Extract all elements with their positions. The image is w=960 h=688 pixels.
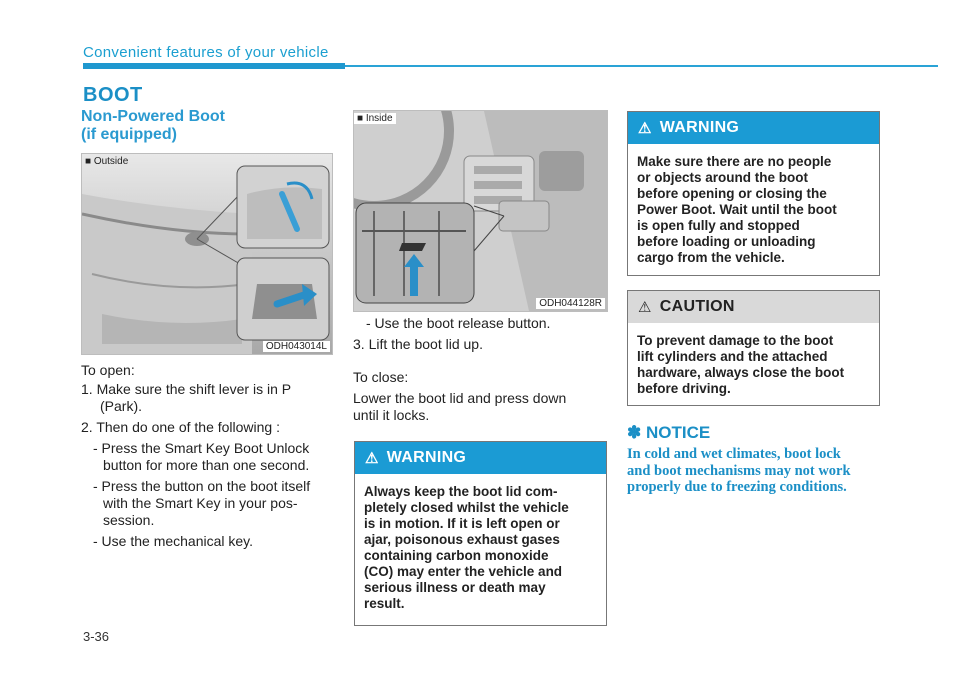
section-header: Convenient features of your vehicle <box>83 44 329 61</box>
page-number: 3-36 <box>83 629 110 644</box>
subtitle <box>81 108 225 144</box>
caution-line: before driving. <box>637 381 731 396</box>
warning-line: result. <box>364 596 405 611</box>
warning-triangle-icon: ⚠ <box>365 450 379 467</box>
notice-line: and boot mechanisms may not work <box>627 462 851 479</box>
step-1-cont: (Park). <box>100 398 142 414</box>
warning-body <box>628 144 879 266</box>
option-boot-button-cont2: session. <box>103 512 155 528</box>
caution-line: hardware, always close the boot <box>637 365 845 380</box>
warning-line: cargo from the vehicle. <box>637 250 785 265</box>
boot-inside-illustration <box>354 111 607 311</box>
warning-box-co <box>354 441 607 626</box>
warning-title: WARNING <box>659 119 740 136</box>
page-title: BOOT <box>83 84 143 106</box>
figure-inside-code: ODH044128R <box>536 298 605 309</box>
open-instructions <box>81 362 336 550</box>
caution-line: To prevent damage to the boot <box>637 333 834 348</box>
caution-header <box>628 291 879 323</box>
warning-box-people <box>627 111 880 276</box>
close-text: Lower the boot lid and press down <box>353 390 567 406</box>
notice-line: In cold and wet climates, boot lock <box>627 446 841 462</box>
option-release-button: - Use the boot release button. <box>366 315 551 331</box>
step-1: 1. Make sure the shift lever is in P <box>81 381 292 397</box>
step-3: 3. Lift the boot lid up. <box>353 336 483 352</box>
warning-line: containing carbon monoxide <box>364 548 549 563</box>
close-heading: To close: <box>353 369 409 385</box>
notice-line: properly due to freezing conditions. <box>627 479 847 495</box>
warning-header <box>355 442 606 474</box>
header-accent-bar <box>83 63 345 69</box>
warning-title: WARNING <box>386 449 467 466</box>
warning-line: before opening or closing the <box>637 186 827 201</box>
warning-body <box>355 474 606 612</box>
boot-outside-illustration <box>82 154 332 354</box>
warning-line: is open fully and stopped <box>637 218 800 233</box>
warning-line: (CO) may enter the vehicle and <box>364 564 563 579</box>
option-boot-button: - Press the button on the boot itself <box>93 478 311 494</box>
subtitle-line2: (if equipped) <box>81 126 177 143</box>
warning-line: or objects around the boot <box>637 170 808 185</box>
warning-line: pletely closed whilst the vehicle <box>364 500 569 515</box>
warning-line: is in motion. If it is left open or <box>364 516 560 531</box>
figure-outside-code: ODH043014L <box>263 341 330 352</box>
warning-header <box>628 112 879 144</box>
figure-inside <box>353 110 608 312</box>
warning-triangle-icon: ⚠ <box>638 120 652 137</box>
open-heading: To open: <box>81 362 135 378</box>
caution-box <box>627 290 880 406</box>
warning-line: Make sure there are no people <box>637 154 832 169</box>
option-boot-button-cont: with the Smart Key in your pos- <box>103 495 298 511</box>
warning-line: before loading or unloading <box>637 234 816 249</box>
step-2: 2. Then do one of the following : <box>81 419 280 435</box>
notice-body <box>627 446 879 496</box>
option-smart-key: - Press the Smart Key Boot Unlock <box>93 440 310 456</box>
close-text-cont: until it locks. <box>353 407 430 423</box>
caution-triangle-icon: ⚠ <box>638 299 652 316</box>
notice-title: ✽ NOTICE <box>627 423 711 442</box>
warning-line: Power Boot. Wait until the boot <box>637 202 837 217</box>
warning-line: serious illness or death may <box>364 580 546 595</box>
warning-line: ajar, poisonous exhaust gases <box>364 532 560 547</box>
open-instructions-cont <box>353 315 608 424</box>
figure-outside-label: ■ Outside <box>85 156 129 167</box>
option-mechanical-key: - Use the mechanical key. <box>93 533 254 549</box>
figure-inside-label: ■ Inside <box>354 113 396 124</box>
figure-outside <box>81 153 333 355</box>
warning-line: Always keep the boot lid com- <box>364 484 558 499</box>
subtitle-line1: Non-Powered Boot <box>81 108 225 125</box>
option-smart-key-cont: button for more than one second. <box>103 457 310 473</box>
caution-title: CAUTION <box>659 298 735 315</box>
caution-body <box>628 323 879 397</box>
caution-line: lift cylinders and the attached <box>637 349 828 364</box>
